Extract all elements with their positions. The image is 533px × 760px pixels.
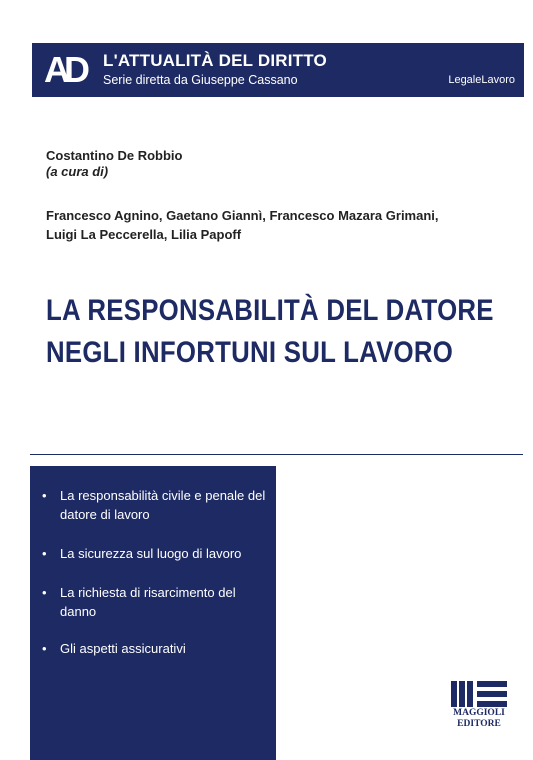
editor-name: Costantino De Robbio [46, 148, 183, 163]
publisher-logo [449, 681, 509, 731]
series-title: L'ATTUALITÀ DEL DIRITTO [103, 51, 327, 70]
series-logo-icon [44, 49, 90, 89]
series-subtitle: Serie diretta da Giuseppe Cassano [103, 73, 298, 87]
authors-line: Luigi La Peccerella, Lilia Papoff [46, 227, 242, 242]
book-title-line: LA RESPONSABILITÀ DEL DATORE [46, 294, 494, 327]
publisher-name: MAGGIOLI [453, 708, 505, 718]
topic-text: La richiesta di risarcimento del danno [60, 585, 236, 619]
editor-role: (a cura di) [46, 164, 109, 179]
svg-text:AD: AD [44, 49, 84, 89]
topic-item [42, 486, 267, 524]
book-title-line: NEGLI INFORTUNI SUL LAVORO [46, 336, 454, 369]
topic-item [42, 544, 267, 563]
publisher-name: EDITORE [457, 719, 501, 729]
topic-item [42, 639, 267, 658]
topic-text: La responsabilità civile e penale del datore di lavoro [60, 488, 266, 522]
bullet-icon: • [42, 641, 47, 656]
divider-line [30, 454, 523, 455]
maggioli-logo-icon [451, 681, 507, 707]
bullet-icon: • [42, 488, 47, 503]
series-banner [32, 43, 524, 97]
series-imprint: LegaleLavoro [448, 74, 515, 86]
topics-panel [30, 466, 276, 760]
topic-item [42, 583, 267, 621]
topic-text: Gli aspetti assicurativi [60, 641, 186, 656]
authors-line: Francesco Agnino, Gaetano Giannì, Francesco Mazara Grimani, [46, 208, 439, 223]
bullet-icon: • [42, 585, 47, 600]
bullet-icon: • [42, 546, 47, 561]
topic-text: La sicurezza sul luogo di lavoro [60, 546, 242, 561]
